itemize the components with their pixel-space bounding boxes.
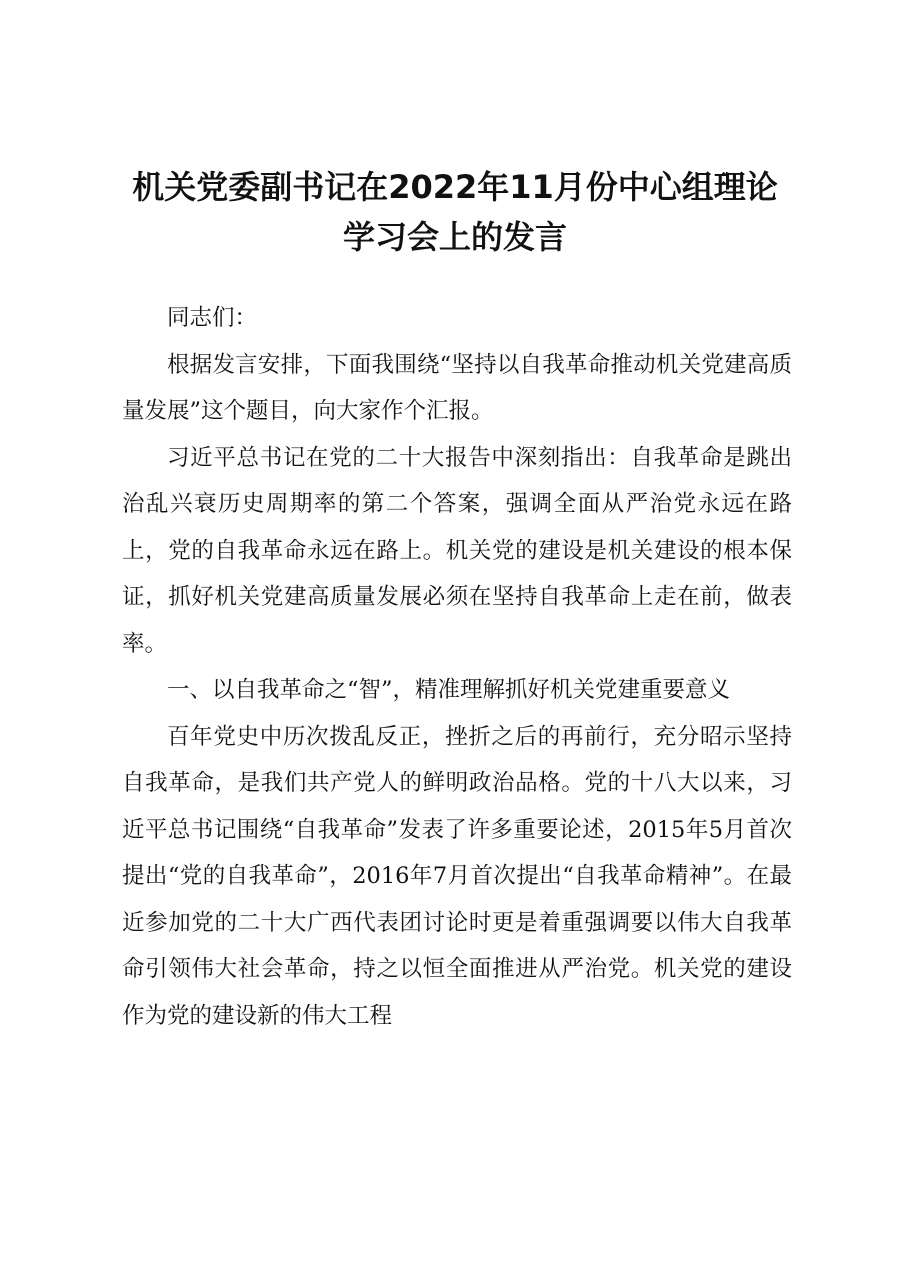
salutation: 同志们：	[167, 305, 258, 331]
section-heading-1: 一、以自我革命之“智”，精准理解抓好机关党建重要意义	[167, 677, 731, 703]
document-body	[122, 295, 792, 1039]
title-line-1: 机关党委副书记在2022年11月份中心组理论	[132, 168, 778, 206]
document-title	[110, 162, 800, 262]
paragraph-section-1: 百年党史中历次拨乱反正，挫折之后的再前行，充分昭示坚持自我革命，是我们共产党人的鲜明政治品格。党的十八大以来，习近平总书记围绕“自我革命”发表了许多重要论述，2015年5月首次提出“党的自我革命”，2016年7月首次提出“自我革命精神”。在最近参加党的二十大广西代表团讨论时更是着重强调要以伟大自我革命引领伟大社会革命，持之以恒全面推进从严治党。机关党的建设作为党的建设新的伟大工程	[122, 723, 792, 1029]
paragraph-intro: 根据发言安排，下面我围绕“坚持以自我革命推动机关党建高质量发展”这个题目，向大家作个汇报。	[122, 351, 792, 424]
title-line-2: 学习会上的发言	[342, 218, 567, 256]
paragraph-background: 习近平总书记在党的二十大报告中深刻指出：自我革命是跳出治乱兴衰历史周期率的第二个答案，强调全面从严治党永远在路上，党的自我革命永远在路上。机关党的建设是机关建设的根本保证，抓好机关党建高质量发展必须在坚持自我革命上走在前，做表率。	[122, 444, 792, 657]
